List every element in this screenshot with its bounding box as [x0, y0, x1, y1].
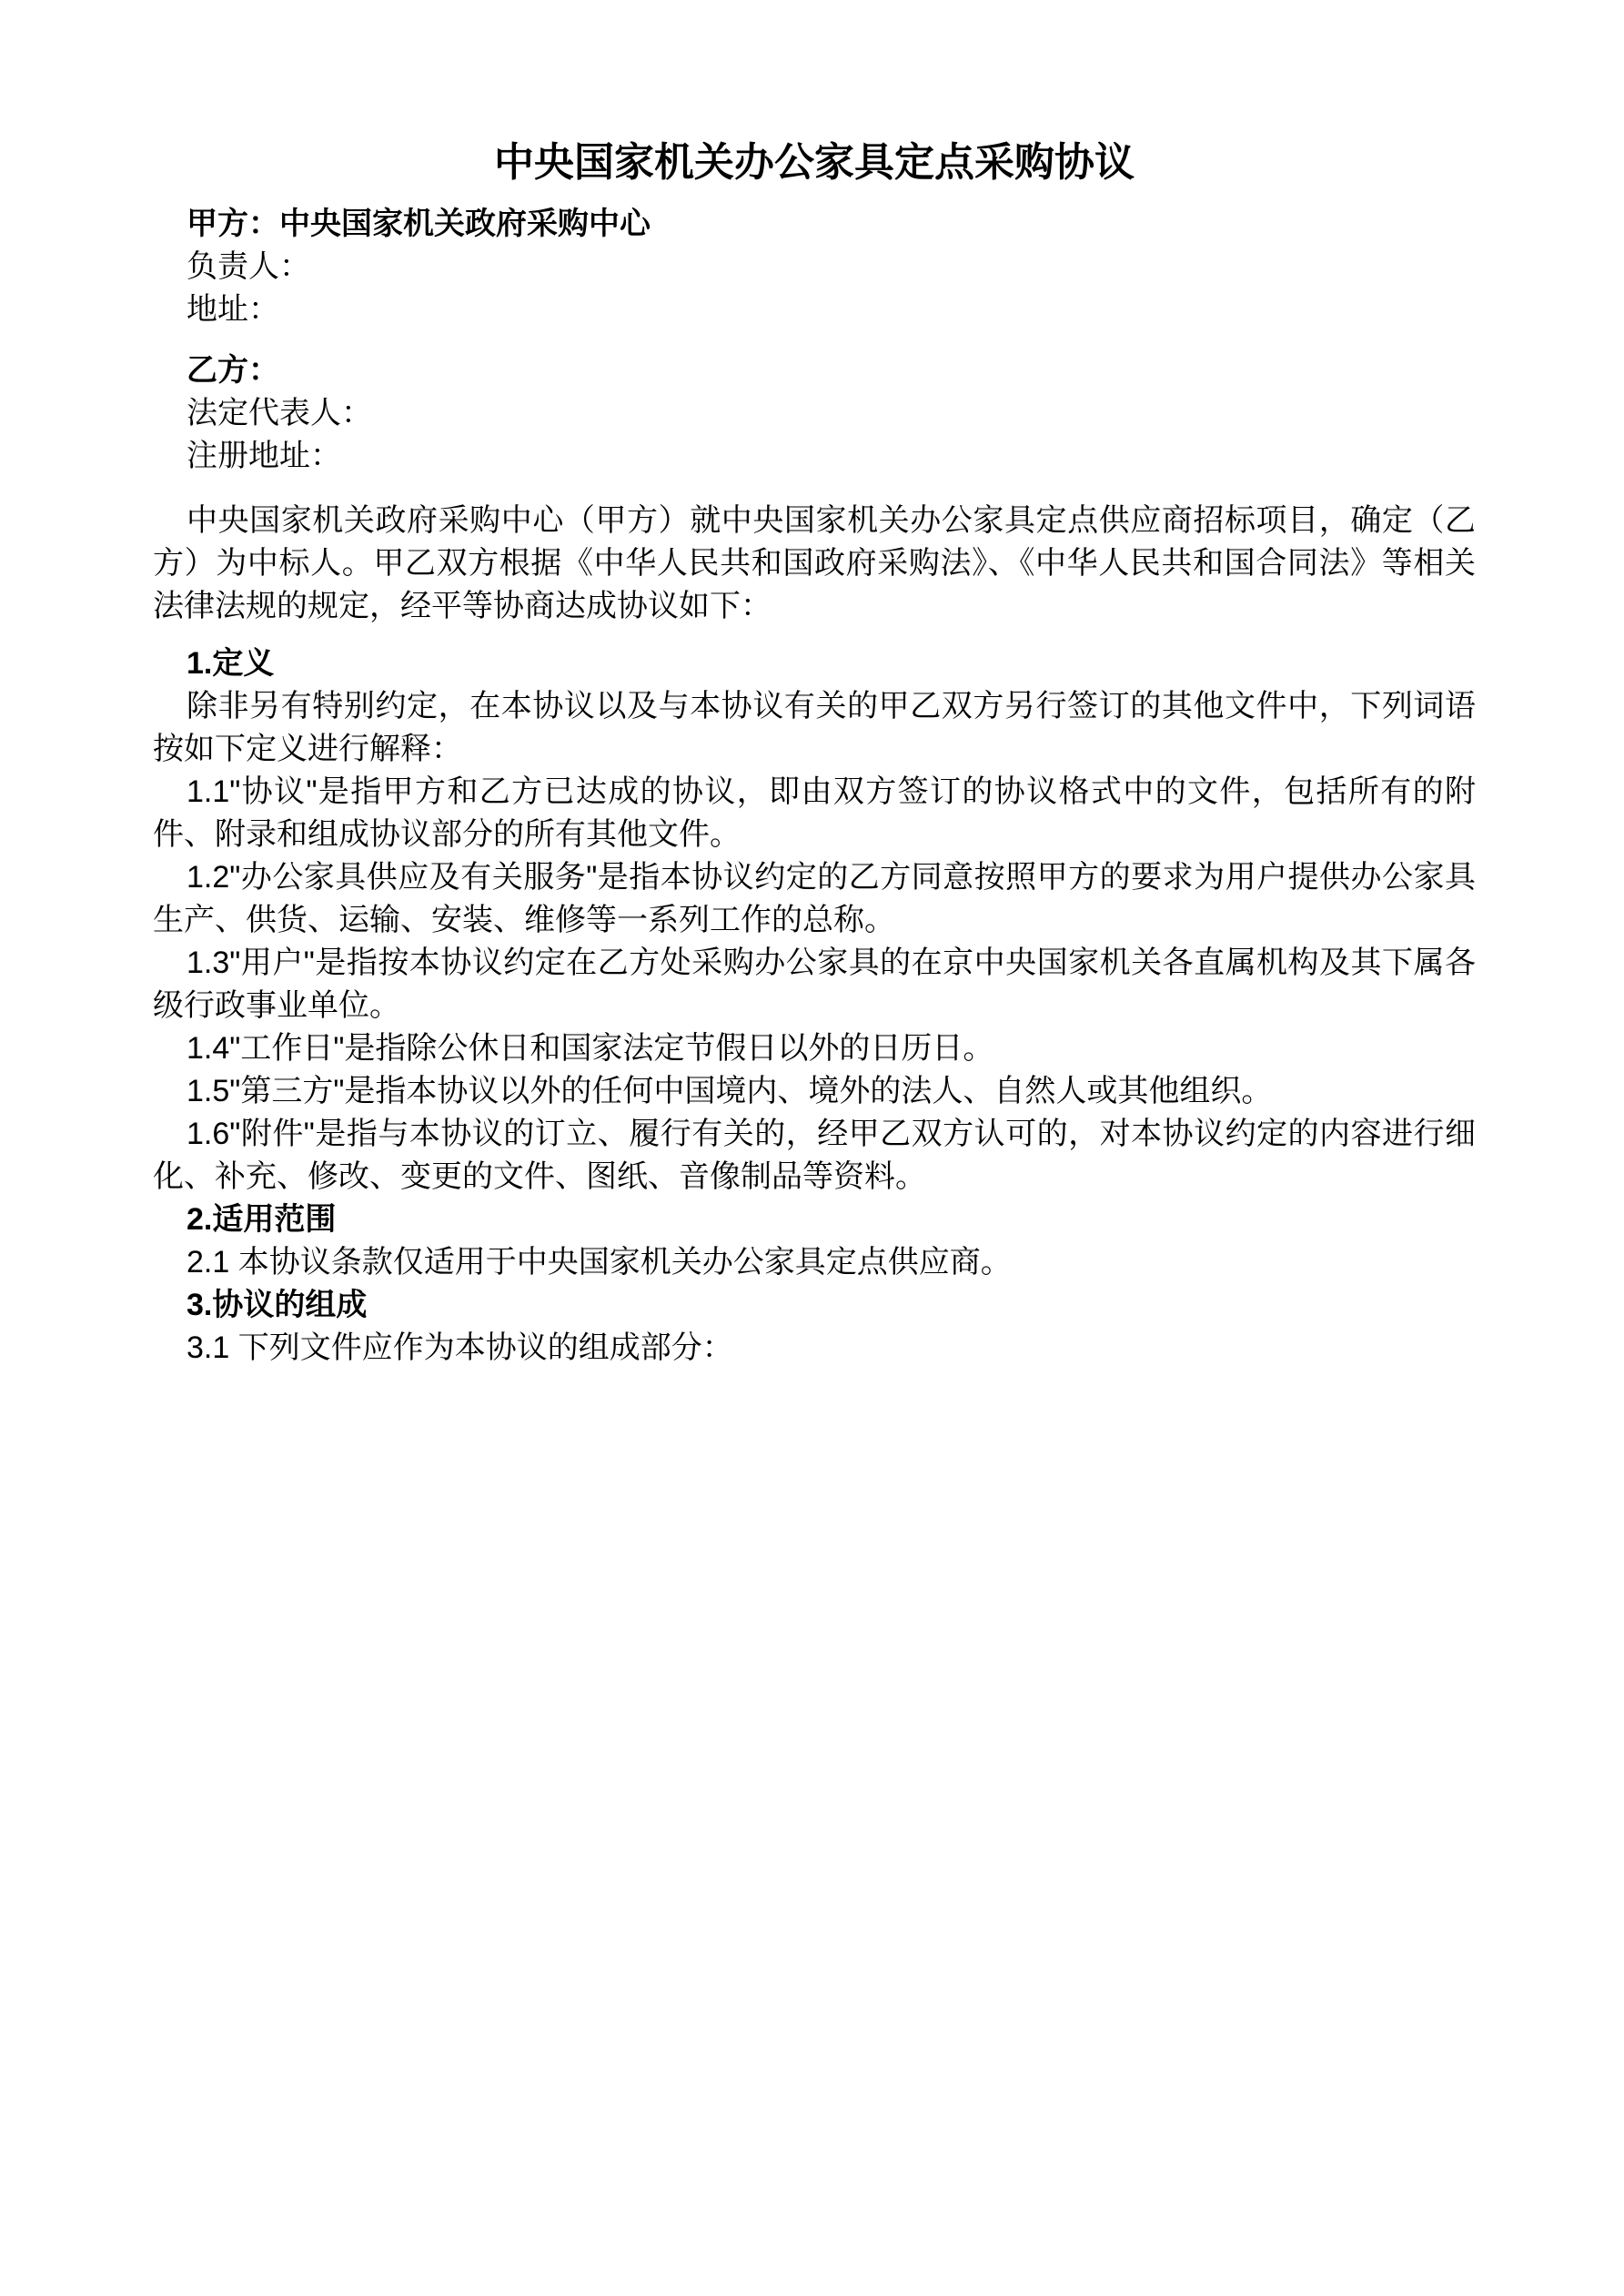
party-b-name-line: 乙方：: [187, 353, 279, 389]
party-a-principal-line: 负责人：: [187, 249, 310, 285]
clause-1-1: 1.1"协议"是指甲方和乙方已达成的协议，即由双方签订的协议格式中的文件，包括所有的附件、附录和组成协议部分的所有其他文件。: [153, 774, 1476, 853]
party-b-reg-address-line: 注册地址：: [187, 439, 341, 474]
section-2-heading: 2.适用范围: [187, 1202, 337, 1238]
clause-1-2: 1.2"办公家具供应及有关服务"是指本协议约定的乙方同意按照甲方的要求为用户提供办公家具生产、供货、运输、安装、维修等一系列工作的总称。: [153, 860, 1476, 938]
section-3-heading: 3.协议的组成: [187, 1288, 368, 1323]
section-1-heading: 1.定义: [187, 646, 275, 682]
party-a-name-line: 甲方：中央国家机关政府采购中心: [187, 207, 651, 242]
party-b-legal-rep-line: 法定代表人：: [187, 396, 372, 431]
section-1-intro-paragraph: 除非另有特别约定，在本协议以及与本协议有关的甲乙双方另行签订的其他文件中，下列词语按如下定义进行解释：: [153, 689, 1476, 767]
preamble-paragraph: 中央国家机关政府采购中心（甲方）就中央国家机关办公家具定点供应商招标项目，确定（乙方）为中标人。甲乙双方根据《中华人民共和国政府采购法》、《中华人民共和国合同法》等相关法律法规的规定，经平等协商达成协议如下：: [153, 503, 1476, 624]
party-a-block: [153, 203, 1476, 331]
party-a-address-line: 地址：: [187, 292, 279, 328]
clause-1-3: 1.3"用户"是指按本协议约定在乙方处采购办公家具的在京中央国家机关各直属机构及其下属各级行政事业单位。: [153, 946, 1476, 1024]
clause-2-1: 2.1 本协议条款仅适用于中央国家机关办公家具定点供应商。: [187, 1245, 1012, 1280]
party-b-block: [153, 349, 1476, 478]
clause-3-1: 3.1 下列文件应作为本协议的组成部分：: [187, 1330, 733, 1366]
clause-1-6: 1.6"附件"是指与本协议的订立、履行有关的，经甲乙双方认可的，对本协议约定的内容进行细化、补充、修改、变更的文件、图纸、音像制品等资料。: [153, 1117, 1476, 1195]
clause-1-5: 1.5"第三方"是指本协议以外的任何中国境内、境外的法人、自然人或其他组织。: [187, 1074, 1273, 1109]
document-title: 中央国家机关办公家具定点采购协议: [494, 140, 1135, 185]
clause-1-4: 1.4"工作日"是指除公休日和国家法定节假日以外的日历日。: [187, 1031, 994, 1067]
